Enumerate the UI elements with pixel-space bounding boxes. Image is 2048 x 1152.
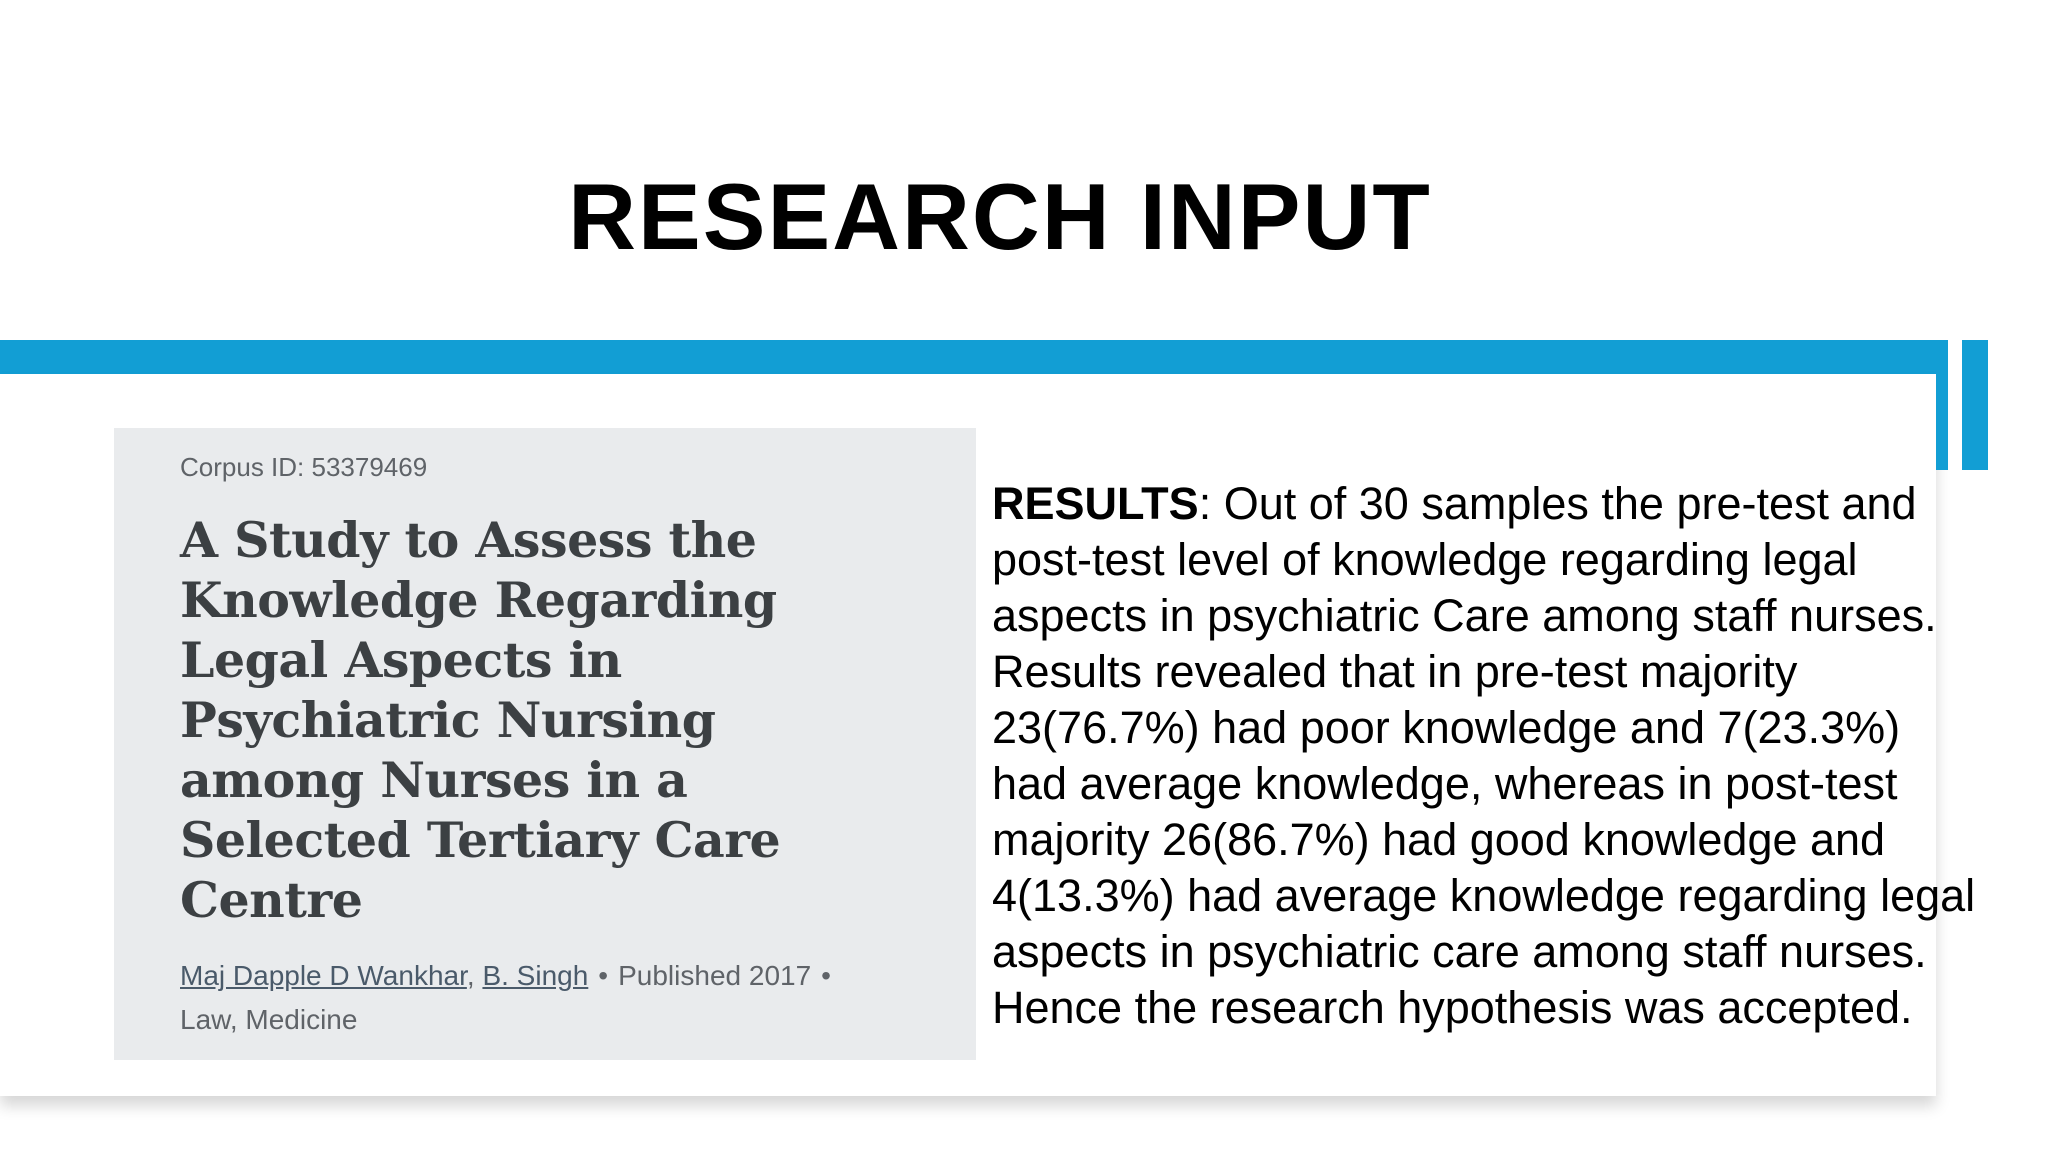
- paper-title-line: among Nurses in a: [180, 751, 688, 809]
- results-line: had average knowledge, whereas in post-test: [992, 758, 1898, 809]
- accent-bar: [0, 340, 1948, 374]
- accent-side-bar: [1962, 340, 1988, 470]
- paper-meta: [180, 954, 940, 1042]
- accent-bar-drop: [1936, 340, 1948, 470]
- results-text: [992, 476, 2042, 1036]
- results-label: RESULTS: [992, 478, 1199, 529]
- slide-title: RESEARCH INPUT: [568, 164, 1432, 269]
- author-separator: ,: [466, 960, 475, 991]
- paper-title-line: A Study to Assess the: [180, 511, 757, 569]
- meta-bullet: •: [821, 960, 831, 991]
- paper-title-line: Legal Aspects in: [180, 631, 622, 689]
- meta-bullet: •: [598, 960, 609, 991]
- results-line: Hence the research hypothesis was accepted.: [992, 982, 1913, 1033]
- author-link-singh[interactable]: B. Singh: [482, 960, 589, 991]
- results-line: 23(76.7%) had poor knowledge and 7(23.3%): [992, 702, 1901, 753]
- paper-title-line: Centre: [180, 871, 363, 929]
- paper-meta-line: [180, 954, 940, 998]
- results-line: Results revealed that in pre-test majority: [992, 646, 1798, 697]
- published-year: Published 2017: [618, 960, 812, 991]
- results-line: 4(13.3%) had average knowledge regarding legal: [992, 870, 1976, 921]
- paper-title-line: Knowledge Regarding: [180, 571, 777, 629]
- paper-card: [114, 428, 976, 1060]
- paper-title-line: Psychiatric Nursing: [180, 691, 716, 749]
- results-first-line: : Out of 30 samples the pre-test and: [1198, 478, 1917, 529]
- paper-title-line: Selected Tertiary Care: [180, 811, 781, 869]
- corpus-id: Corpus ID: 53379469: [180, 452, 428, 482]
- results-line: aspects in psychiatric care among staff nurses.: [992, 926, 1927, 977]
- fields-of-study: Law, Medicine: [180, 1004, 358, 1035]
- results-line: majority 26(86.7%) had good knowledge and: [992, 814, 1886, 865]
- paper-title: [180, 510, 940, 930]
- author-link-wankhar[interactable]: Maj Dapple D Wankhar: [180, 960, 467, 991]
- results-line: aspects in psychiatric Care among staff nurses.: [992, 590, 1937, 641]
- results-line: [992, 476, 2042, 532]
- results-line: post-test level of knowledge regarding legal: [992, 534, 1858, 585]
